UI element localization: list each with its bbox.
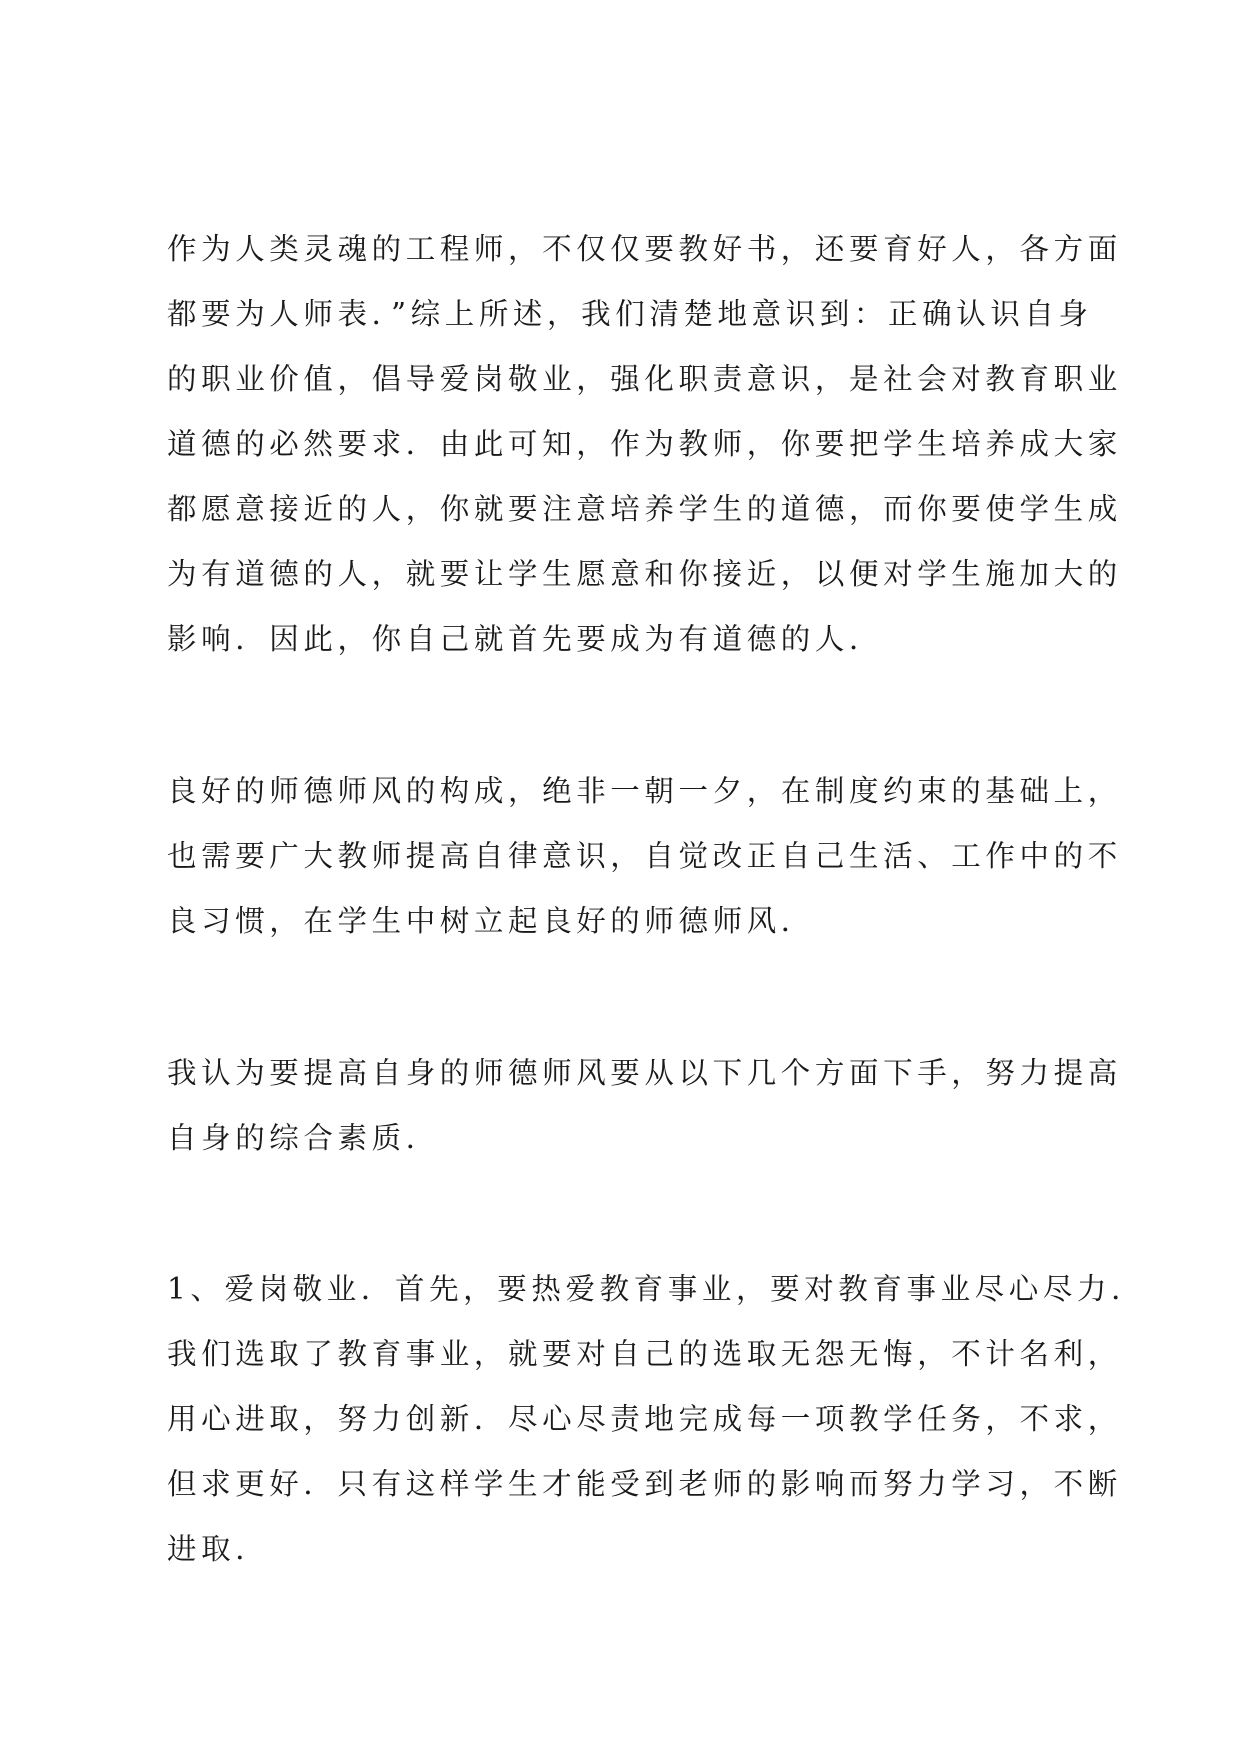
text-line: 进取． bbox=[167, 1532, 270, 1566]
paragraph-spacer bbox=[167, 960, 1092, 1047]
text-line: 作为人类灵魂的工程师，不仅仅要教好书，还要育好人，各方面 bbox=[167, 232, 1122, 266]
text-line: 道德的必然要求．由此可知，作为教师，你要把学生培养成大家 bbox=[167, 427, 1122, 461]
text-line: 但求更好．只有这样学生才能受到老师的影响而努力学习，不断 bbox=[167, 1467, 1122, 1501]
paragraph-3 bbox=[167, 1047, 1122, 1177]
text-line: 我认为要提高自身的师德师风要从以下几个方面下手，努力提高 bbox=[167, 1056, 1122, 1090]
text-line: 良习惯，在学生中树立起良好的师德师风． bbox=[167, 904, 815, 938]
paragraph-spacer bbox=[167, 1177, 1092, 1263]
paragraph-spacer bbox=[167, 678, 1092, 765]
text-line: 都愿意接近的人，你就要注意培养学生的道德，而你要使学生成 bbox=[167, 492, 1122, 526]
text-line: 为有道德的人，就要让学生愿意和你接近，以便对学生施加大的 bbox=[167, 557, 1122, 591]
text-line: 影响．因此，你自己就首先要成为有道德的人． bbox=[167, 622, 884, 656]
text-line: 我们选取了教育事业，就要对自己的选取无怨无悔，不计名利， bbox=[167, 1337, 1122, 1371]
paragraph-1 bbox=[167, 223, 1122, 678]
text-line: 都要为人师表．”综上所述，我们清楚地意识到：正确认识自身 bbox=[167, 297, 1093, 331]
text-line: 自身的综合素质． bbox=[167, 1121, 440, 1155]
text-line: 1、爱岗敬业．首先，要热爱教育事业，要对教育事业尽心尽力． bbox=[167, 1272, 1146, 1306]
text-line: 良好的师德师风的构成，绝非一朝一夕，在制度约束的基础上， bbox=[167, 774, 1122, 808]
paragraph-2 bbox=[167, 765, 1122, 960]
document-body bbox=[167, 223, 1146, 1588]
text-line: 也需要广大教师提高自律意识，自觉改正自己生活、工作中的不 bbox=[167, 839, 1122, 873]
paragraph-4 bbox=[167, 1263, 1146, 1588]
text-line: 的职业价值，倡导爱岗敬业，强化职责意识，是社会对教育职业 bbox=[167, 362, 1122, 396]
text-line: 用心进取，努力创新．尽心尽责地完成每一项教学任务，不求， bbox=[167, 1402, 1122, 1436]
